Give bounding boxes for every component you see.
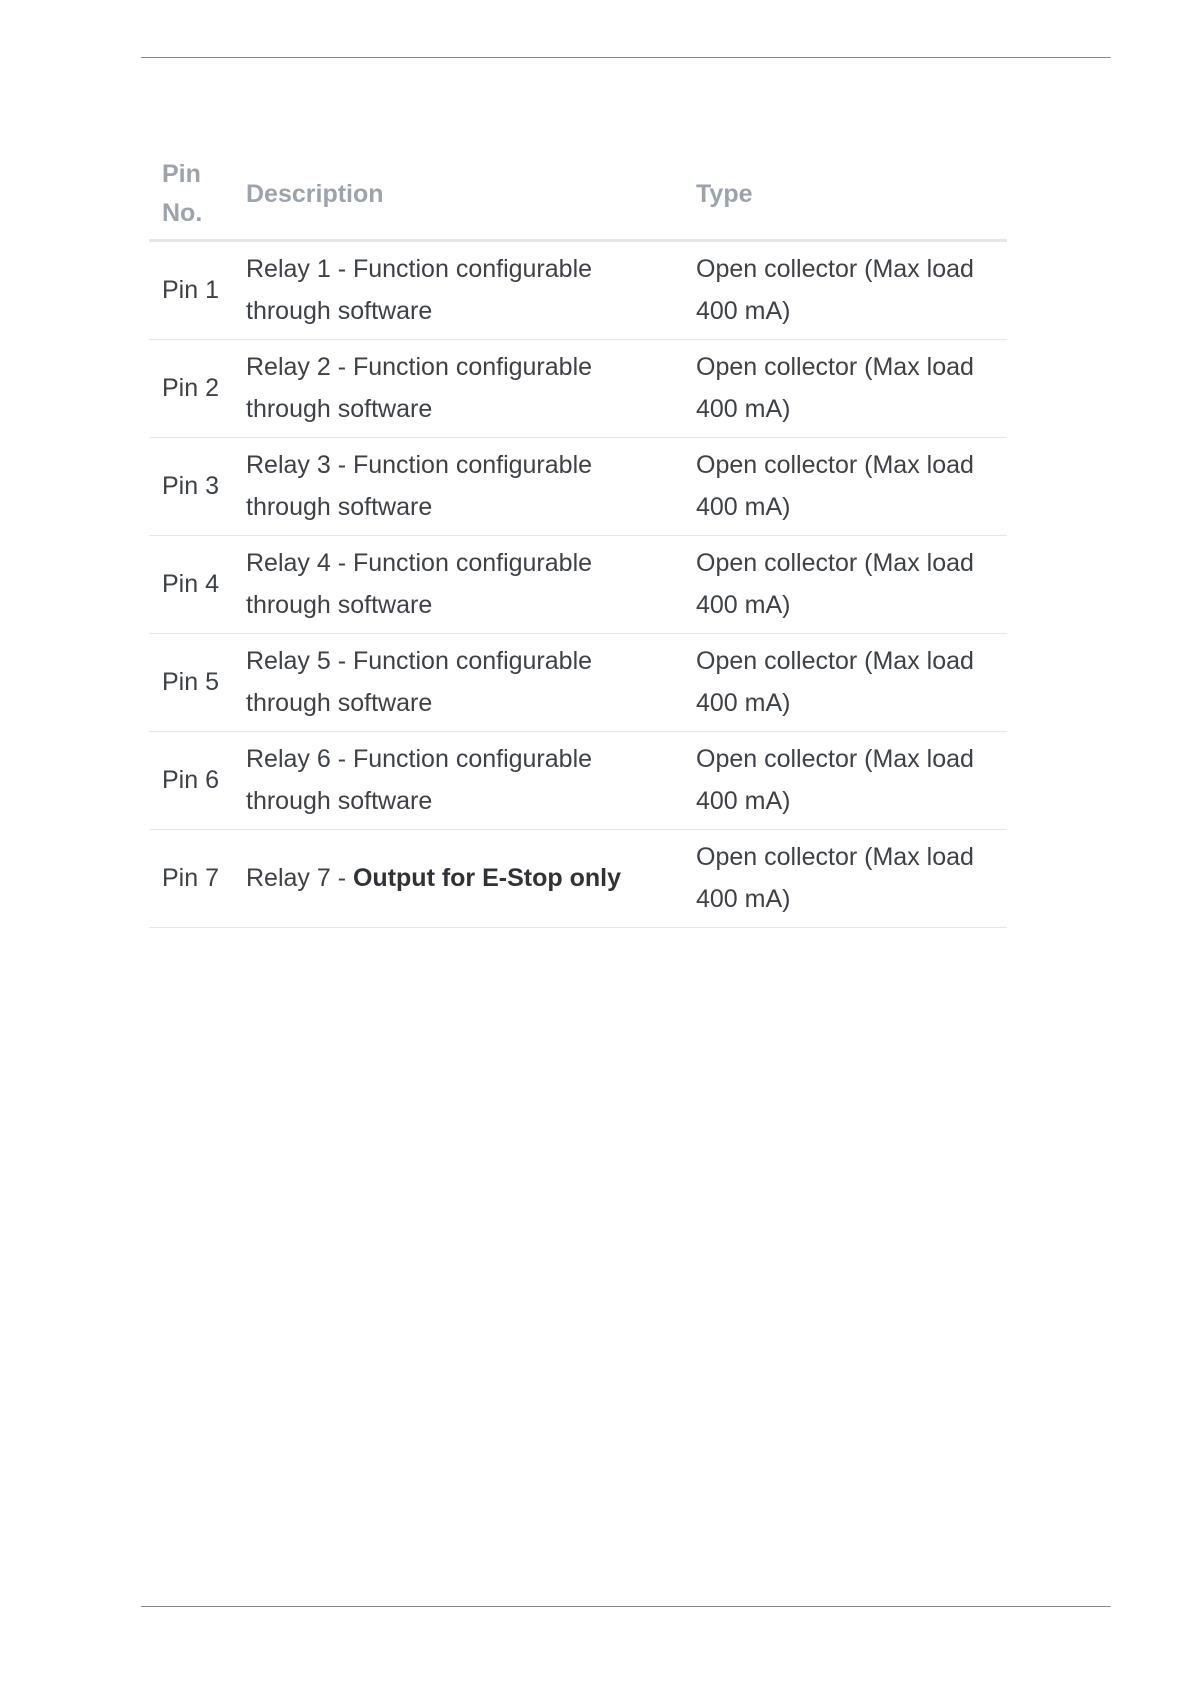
table-row: [149, 241, 1007, 340]
footer-rule: [141, 1606, 1111, 1607]
description-cell: [233, 830, 683, 928]
header-rule: [141, 57, 1111, 58]
type-cell: Open collector (Max load 400 mA): [683, 340, 1007, 438]
type-cell: Open collector (Max load 400 mA): [683, 241, 1007, 340]
description-text: Relay 7 -: [246, 864, 353, 892]
type-cell: Open collector (Max load 400 mA): [683, 830, 1007, 928]
description-cell: [233, 536, 683, 634]
pin-cell: Pin 2: [149, 340, 233, 438]
description-cell: [233, 340, 683, 438]
description-text: Relay 3 - Function configurable through software: [246, 451, 593, 521]
description-cell: [233, 634, 683, 732]
description-text: Relay 2 - Function configurable through software: [246, 353, 593, 423]
table-row: [149, 830, 1007, 928]
table-row: [149, 634, 1007, 732]
header-type: Type: [683, 152, 1007, 241]
pin-cell: Pin 3: [149, 438, 233, 536]
table-row: [149, 732, 1007, 830]
table-row: [149, 340, 1007, 438]
description-cell: [233, 241, 683, 340]
description-text: Relay 1 - Function configurable through software: [246, 255, 593, 325]
type-cell: Open collector (Max load 400 mA): [683, 634, 1007, 732]
pin-cell: Pin 5: [149, 634, 233, 732]
type-cell: Open collector (Max load 400 mA): [683, 536, 1007, 634]
description-strong-text: Output for E-Stop only: [352, 864, 621, 892]
pin-cell: Pin 4: [149, 536, 233, 634]
pin-table: [149, 152, 1007, 928]
description-cell: [233, 438, 683, 536]
description-text: Relay 4 - Function configurable through software: [246, 549, 593, 619]
header-pin-no: Pin No.: [149, 152, 233, 241]
table-row: [149, 536, 1007, 634]
table-header-row: [149, 152, 1007, 241]
pin-cell: Pin 6: [149, 732, 233, 830]
pin-cell: Pin 7: [149, 830, 233, 928]
pin-cell: Pin 1: [149, 241, 233, 340]
description-text: Relay 5 - Function configurable through software: [246, 647, 593, 717]
description-cell: [233, 732, 683, 830]
type-cell: Open collector (Max load 400 mA): [683, 732, 1007, 830]
description-text: Relay 6 - Function configurable through software: [246, 745, 593, 815]
type-cell: Open collector (Max load 400 mA): [683, 438, 1007, 536]
table-row: [149, 438, 1007, 536]
header-description: Description: [233, 152, 683, 241]
